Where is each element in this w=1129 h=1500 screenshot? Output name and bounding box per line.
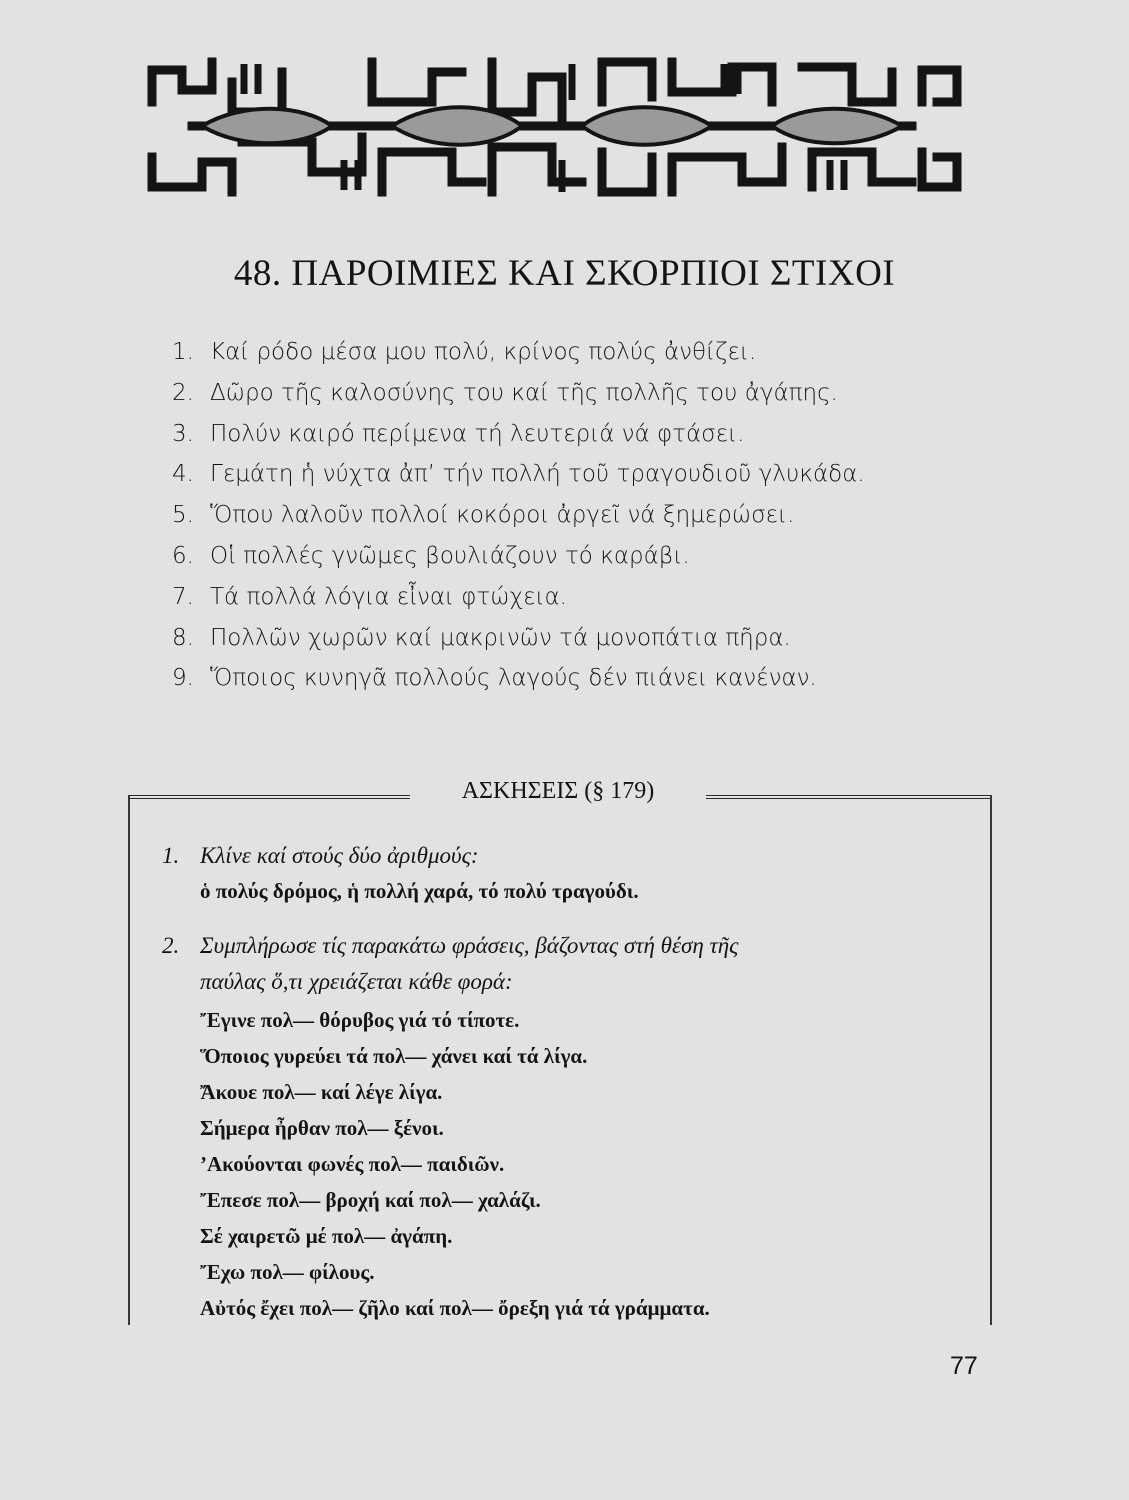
exercise-2-instruction-line2: παύλας ὅ,τι χρειάζεται κάθε φορά: xyxy=(200,969,513,994)
exercise-2-number: 2. xyxy=(162,933,180,958)
proverb-item: 9. Ὅποιος κυνηγᾶ πολλούς λαγούς δέν πιάνει κανέναν. xyxy=(172,665,817,692)
proverb-item: 7. Τά πολλά λόγια εἶναι φτώχεια. xyxy=(172,583,567,610)
exercise-sentence: Ἔχω πολ— φίλους. xyxy=(200,1260,375,1284)
lesson-title xyxy=(0,252,1129,295)
exercise-2-instruction-line1: Συμπλήρωσε τίς παρακάτω φράσεις, βάζοντας στή θέση τῆς xyxy=(200,933,739,958)
exercise-sentence: ’Ακούονται φωνές πολ— παιδιῶν. xyxy=(200,1152,505,1176)
exercise-sentence: Ἄκουε πολ— καί λέγε λίγα. xyxy=(200,1080,443,1104)
proverb-item: 6. Οἱ πολλές γνῶμες βουλιάζουν τό καράβι. xyxy=(172,542,690,569)
exercises-rule-left xyxy=(128,795,410,799)
page-number: 77 xyxy=(950,1352,978,1380)
proverb-item: 5. Ὅπου λαλοῦν πολλοί κοκόροι ἀργεῖ νά ξημερώσει. xyxy=(172,502,795,529)
exercise-sentence: Αὐτός ἔχει πολ— ζῆλο καί πολ— ὄρεξη γιά τά γράμματα. xyxy=(200,1296,710,1320)
proverb-item: 1. Καί ρόδο μέσα μου πολύ, κρίνος πολύς ἀνθίζει. xyxy=(172,339,757,365)
exercise-1-instruction: Κλίνε καί στούς δύο ἀριθμούς: xyxy=(200,843,479,868)
exercises-title: ΑΣΚΗΣΕΙΣ (§ 179) xyxy=(461,778,655,804)
lesson-number: 48. xyxy=(233,253,282,294)
exercise-2 xyxy=(162,928,739,1326)
decorative-meander-ornament xyxy=(132,42,972,210)
proverb-item: 4. Γεμάτη ἡ νύχτα ἀπ’ τήν πολλή τοῦ τραγουδιοῦ γλυκάδα. xyxy=(172,461,865,488)
proverbs-list xyxy=(172,332,865,699)
lesson-title-text: ΠΑΡΟΙΜΙΕΣ ΚΑΙ ΣΚΟΡΠΙΟΙ ΣΤΙΧΟΙ xyxy=(291,253,896,294)
exercise-1-number: 1. xyxy=(162,843,180,868)
exercise-sentence: Ἔπεσε πολ— βροχή καί πολ— χαλάζι. xyxy=(200,1188,541,1212)
exercise-sentence: Ὅποιος γυρεύει τά πολ— χάνει καί τά λίγα. xyxy=(200,1044,588,1068)
exercise-sentence: Σέ χαιρετῶ μέ πολ— ἀγάπη. xyxy=(200,1224,453,1248)
exercise-1 xyxy=(162,838,639,908)
exercise-sentence: Σήμερα ἦρθαν πολ— ξένοι. xyxy=(200,1116,444,1140)
proverb-item: 2. Δῶρο τῆς καλοσύνης του καί τῆς πολλῆς του ἀγάπης. xyxy=(172,379,838,406)
exercises-rule-right xyxy=(706,795,990,799)
proverb-item: 3. Πολύν καιρό περίμενα τή λευτεριά νά φτάσει. xyxy=(172,420,745,447)
exercise-sentence: Ἔγινε πολ— θόρυβος γιά τό τίποτε. xyxy=(200,1008,520,1032)
exercise-2-sentences xyxy=(162,1002,739,1326)
proverb-item: 8. Πολλῶν χωρῶν καί μακρινῶν τά μονοπάτια πῆρα. xyxy=(172,624,791,651)
exercise-1-example: ὁ πολύς δρόμος, ἡ πολλή χαρά, τό πολύ τραγούδι. xyxy=(200,879,639,903)
